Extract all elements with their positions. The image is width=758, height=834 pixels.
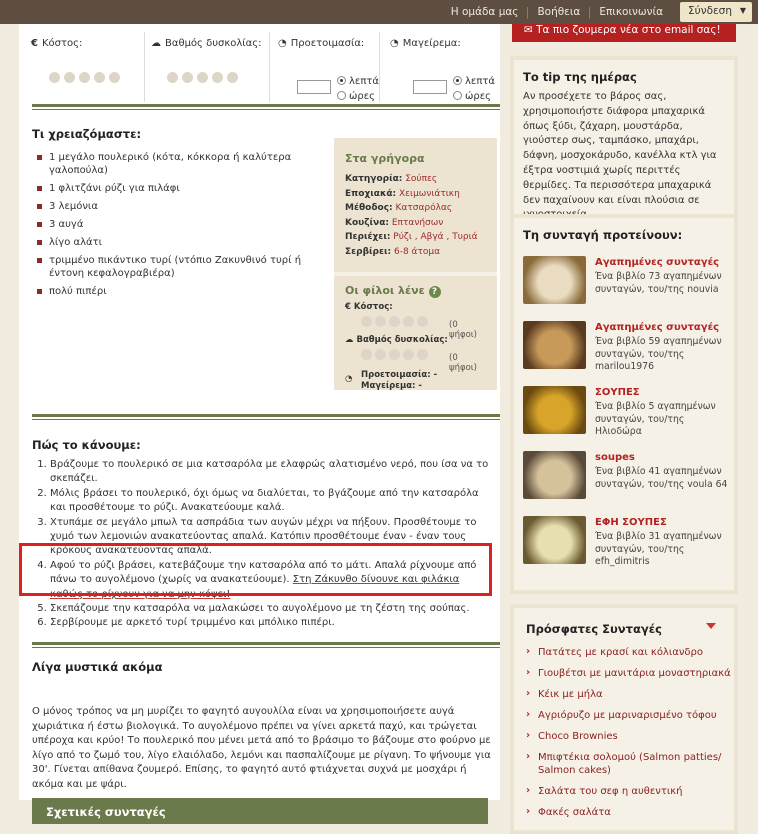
quick-info-key: Σερβίρει: [345, 246, 392, 257]
secrets-title: Λίγα μυστικά ακόμα [32, 660, 163, 674]
recent-recipe-link[interactable]: › Φακές σαλάτα [526, 806, 734, 819]
friends-difficulty-label: Βαθμός δυσκολίας: [356, 335, 448, 345]
quick-info-row [345, 172, 478, 187]
section-divider [32, 642, 500, 648]
prep-unit-radios [337, 74, 379, 104]
difficulty-label: Βαθμός δυσκολίας: [165, 38, 262, 49]
cook-meta [379, 32, 500, 102]
euro-icon: € [31, 38, 38, 49]
cook-label: Μαγείρεμα: [402, 38, 461, 49]
suggested-book-desc: Ένα βιβλίο 73 αγαπημένων συνταγών, του/της nouvia [595, 271, 722, 295]
prep-time-input[interactable] [297, 80, 331, 94]
ingredient-item: πολύ πιπέρι [37, 285, 327, 298]
quick-info-value[interactable]: Ρύζι , Αβγά , Τυριά [393, 232, 478, 243]
friends-difficulty-rating [361, 349, 448, 360]
login-button[interactable] [680, 2, 752, 22]
quick-info-value[interactable]: Σούπες [405, 174, 438, 184]
chef-hat-icon: ☁ [345, 335, 354, 345]
recent-recipe-link[interactable]: › Choco Brownies [526, 730, 734, 743]
quick-info-key: Μέθοδος: [345, 203, 393, 214]
recipe-meta-row [19, 32, 500, 112]
top-nav [442, 6, 672, 19]
prep-label: Προετοιμασία: [290, 38, 365, 49]
step-underlined-text: Στη Ζάκυνθο δίνουνε και φιλάκια καθώς το ρίχνουν για να μην κόψει! [50, 574, 460, 600]
cook-unit-radios [453, 74, 495, 104]
section-divider [32, 104, 500, 110]
quick-info-value[interactable]: Επτανήσων [391, 217, 444, 228]
highlight-box [19, 543, 492, 596]
suggested-book-desc: Ένα βιβλίο 59 αγαπημένων συνταγών, του/της marilou1976 [595, 336, 722, 372]
friends-cost-rating [361, 316, 428, 327]
clock-icon: ◔ [390, 38, 399, 49]
clock-icon: ◔ [278, 38, 287, 49]
friends-cost-label: Κόστος: [353, 302, 393, 312]
tip-text: Αν προσέχετε το βάρος σας, χρησιμοποιήστε διάφορα μπαχαρικά όπως ξύδι, ζάχαρη, μουστάρδα, γιούστερ σως, ταμπάσκο, μπαχάρι, δάφνη, μοσχοκάρυδο, κανέλλα κτλ για έξτρα νοστιμιά χωρίς περιττές θερμίδες. Τα περισσότερα μπαχαρικά δεν παχαίνουν και είναι πλούσια σε [523, 91, 717, 206]
nav-link-help[interactable]: Βοήθεια [537, 6, 581, 18]
suggested-by-box [510, 214, 738, 594]
quick-info-key: Περιέχει: [345, 232, 391, 243]
nav-link-contact[interactable]: Επικοινωνία [599, 6, 663, 18]
quick-info-rows [345, 172, 478, 260]
quick-info-row [345, 187, 478, 202]
recipe-main [19, 24, 500, 819]
recipe-thumbnail[interactable] [523, 386, 586, 434]
chevron-down-icon: ▼ [739, 6, 746, 15]
vote-count: (0 ψήφοι) [449, 353, 477, 373]
cook-hours-radio[interactable] [453, 91, 462, 100]
recent-recipe-link[interactable]: › Αγριόρυζο με μαριναρισμένο τόφου [526, 709, 734, 722]
suggested-item[interactable] [523, 451, 734, 516]
quick-info-title: Στα γρήγορα [345, 152, 425, 165]
prep-minutes-radio[interactable] [337, 76, 346, 85]
suggested-book-desc: Ένα βιβλίο 5 αγαπημένων συνταγών, του/της Ηλιοδώρα [595, 401, 716, 437]
recipe-thumbnail[interactable] [523, 451, 586, 499]
ingredient-item: 1 μεγάλο πουλερικό (κότα, κόκκορα ή καλύτερα γαλοπούλα) [37, 151, 327, 177]
step-item: 5. Σκεπάζουμε την κατσαρόλα να μαλακώσει το αυγολέμονο με τη ζέστη της σούπας. [50, 602, 492, 616]
recent-recipe-link[interactable]: › Σαλάτα του σεφ η αυθεντική [526, 785, 734, 798]
suggested-list [514, 256, 734, 581]
quick-info-key: Εποχιακά: [345, 188, 397, 199]
recipe-thumbnail[interactable] [523, 321, 586, 369]
recent-title: Πρόσφατες Συνταγές [526, 622, 662, 636]
tip-title: Το tip της ημέρας [523, 70, 637, 84]
steps-title: Πώς το κάνουμε: [32, 438, 141, 452]
chef-hat-icon: ☁ [151, 38, 161, 49]
recent-recipe-link[interactable]: › Γιουβέτσι με μανιτάρια μοναστηριακά [526, 667, 734, 680]
suggested-title: Τη συνταγή προτείνουν: [523, 228, 683, 242]
related-recipes-header: Σχετικές συνταγές [32, 798, 488, 824]
newsletter-label: Τα πιο ζουμερα νέα στο email σας! [536, 24, 721, 36]
help-icon[interactable]: ? [429, 286, 441, 298]
suggested-book-desc: Ένα βιβλίο 31 αγαπημένων συνταγών, του/της efh_dimitris [595, 531, 722, 567]
recipe-thumbnail[interactable] [523, 516, 586, 564]
recent-recipe-link[interactable]: › Πατάτες με κρασί και κόλιανδρο [526, 646, 734, 659]
difficulty-rating[interactable] [167, 72, 238, 83]
ingredient-item: 1 φλιτζάνι ρύζι για πιλάφι [37, 182, 327, 195]
ingredients-list [37, 151, 327, 303]
divider [334, 272, 497, 276]
quick-info-key: Κατηγορία: [345, 174, 403, 184]
step-item: 3. Χτυπάμε σε μεγάλο μπωλ τα ασπράδια των αυγών μέχρι να πήξουν. Προσθέτουμε το χυμό των λεμονιών ανακατεύοντας απαλά. Κατόπιν προσθέτουμε έναν - έναν τους κρόκους ανακατεύοντας απαλά. [50, 516, 492, 559]
quick-info-key: Κουζίνα: [345, 217, 389, 228]
cost-rating[interactable] [49, 72, 120, 83]
cost-label: Κόστος: [41, 38, 83, 49]
ingredient-item: λίγο αλάτι [37, 236, 327, 249]
radio-label: λεπτά [349, 76, 379, 87]
login-label: Σύνδεση [688, 5, 732, 17]
chevron-down-icon[interactable] [706, 623, 716, 629]
suggested-book-title[interactable]: ΣΟΥΠΕΣ [595, 387, 640, 398]
suggested-book-desc: Ένα βιβλίο 41 αγαπημένων συνταγών, του/της voula 64 [595, 466, 728, 490]
step-item: 6. Σερβίρουμε με αρκετό τυρί τριμμένο και μπόλικο πιπέρι. [50, 616, 492, 630]
cook-minutes-radio[interactable] [453, 76, 462, 85]
top-bar [0, 0, 758, 24]
ingredients-title: Τι χρειαζόμαστε: [32, 127, 142, 141]
euro-icon: € [345, 302, 351, 312]
step-text: Αφού το ρύζι βράσει, κατεβάζουμε την κατσαρόλα από το μάτι. Απαλά ρίχνουμε από πάνω το αυγολέμονο (χωρίς να ανακατεύουμε). [50, 559, 477, 586]
quick-info-row [345, 230, 478, 245]
friends-title [345, 284, 441, 298]
radio-label: ώρες [465, 91, 491, 102]
step-item: 2. Μόλις βράσει το πουλερικό, όχι όμως να διαλύεται, το βγάζουμε από την κατσαρόλα και προσθέτουμε το ρύζι. Ανακατεύουμε καλά. [50, 487, 492, 516]
cost-meta [29, 32, 159, 102]
cook-time-input[interactable] [413, 80, 447, 94]
quick-info-value[interactable]: Χειμωνιάτικη [399, 188, 460, 199]
friends-time [345, 370, 437, 392]
friends-prep: Προετοιμασία: - [361, 370, 438, 380]
friends-title-text: Οι φίλοι λένε [345, 284, 425, 297]
step-item: 1. Βράζουμε το πουλερικό σε μια κατσαρόλα με ελαφρώς αλατισμένο νερό, που ίσα να το σκεπάζει. [50, 458, 492, 487]
mail-icon: ✉ [524, 24, 537, 36]
radio-label: λεπτά [465, 76, 495, 87]
clock-icon: ◔ [345, 374, 353, 384]
recent-recipe-link[interactable]: › Κέικ με μήλα [526, 688, 734, 701]
suggested-item[interactable] [523, 386, 734, 451]
prep-hours-radio[interactable] [337, 91, 346, 100]
suggested-item[interactable] [523, 321, 734, 386]
suggested-book-title[interactable]: Αγαπημένες συνταγές [595, 322, 720, 333]
suggested-book-title[interactable]: soupes [595, 452, 635, 463]
newsletter-button[interactable] [512, 24, 736, 42]
suggested-item[interactable] [523, 256, 734, 321]
recent-recipe-link[interactable]: › Μπιφτέκια σολομού (Salmon patties/ Salmon cakes) [526, 751, 734, 777]
quick-info-row [345, 216, 478, 231]
recent-list [526, 646, 734, 819]
ingredient-item: τριμμένο πικάντικο τυρί (ντόπιο Ζακυνθινό τυρί ή έντονη κεφαλογραβιέρα) [37, 254, 327, 280]
quick-info-value[interactable]: Κατσαρόλας [395, 203, 453, 214]
section-divider [32, 414, 500, 420]
friends-cook: Μαγείρεμα: - [361, 381, 422, 391]
vote-count: (0 ψήφοι) [449, 320, 477, 340]
secrets-text: Ο μόνος τρόπος να μη μυρίζει το φαγητό αυγουλίλα είναι να χρησιμοποιήσετε αυγά χωριάτικα ή έστω βιολογικά. Το αυγολέμονο πρέπει να γίνει αρκετά παχύ, και τρώγεται υπέροχα και κρύο! Το πουλερικό που μένει μετά από το βράσιμο το βάζουμε στο φούρνο με λίγο από το ζωμό του, λίγο ελαιόλαδο, λεμόνι και πασπαλίζουμε με ρίγανη. Το ψήνουμε για 30'. Γίνεται απίθανα ζουμερό. Επίσης, το φαγητό αυτό φτιάχνεται συχνά με μοσχάρι ή ακόμα και με ψάρι. [32, 706, 491, 790]
nav-link-team[interactable]: Η ομάδα μας [450, 6, 519, 18]
friends-difficulty [345, 335, 477, 373]
ingredient-item: 3 λεμόνια [37, 200, 327, 213]
suggested-item[interactable] [523, 516, 734, 581]
ingredient-item: 3 αυγά [37, 218, 327, 231]
tip-of-day [510, 56, 738, 222]
suggested-book-title[interactable]: Αγαπημένες συνταγές [595, 257, 720, 268]
recipe-thumbnail[interactable] [523, 256, 586, 304]
recent-recipes-box [510, 604, 738, 834]
suggested-book-title[interactable]: ΕΦΗ ΣΟΥΠΕΣ [595, 517, 667, 528]
quick-info-row [345, 245, 478, 260]
quick-info-value[interactable]: 6-8 άτομα [393, 246, 441, 257]
quick-info-box [334, 138, 497, 390]
prep-meta [269, 32, 384, 102]
quick-info-row [345, 201, 478, 216]
difficulty-meta [144, 32, 279, 102]
radio-label: ώρες [349, 91, 375, 102]
